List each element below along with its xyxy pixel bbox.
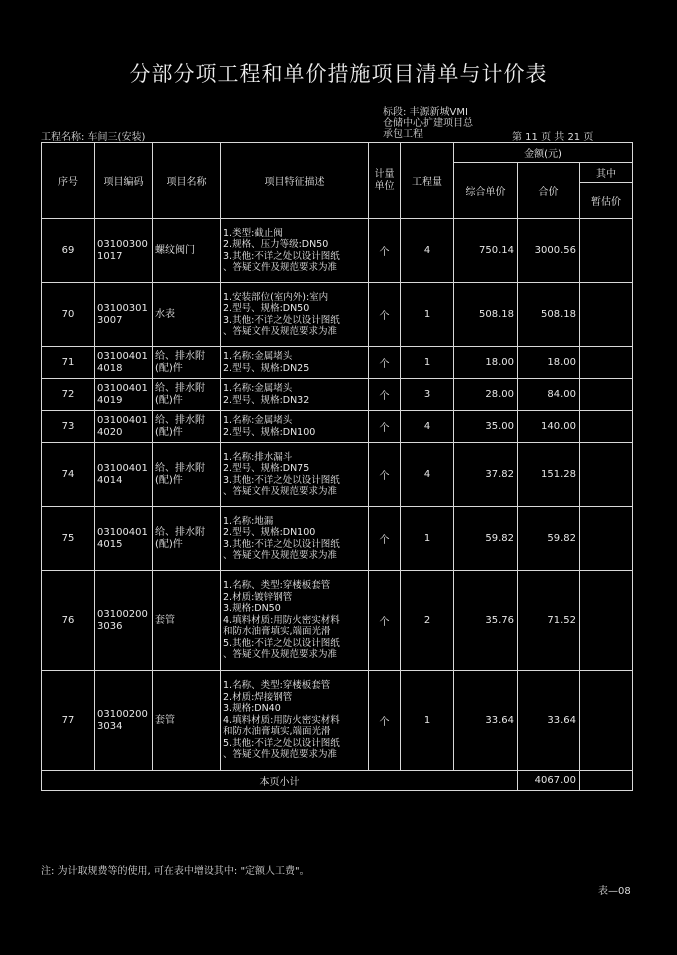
cell-unit: 个 xyxy=(369,411,401,443)
form-code: 表—08 xyxy=(598,886,631,897)
table-row xyxy=(42,411,633,443)
cell-name: 水表 xyxy=(153,283,221,347)
cell-features xyxy=(221,571,369,671)
cell-qty: 1 xyxy=(401,283,454,347)
cell-total: 33.64 xyxy=(518,671,580,771)
feature-line: 4.填料材质:用防火密实材料 xyxy=(223,614,340,626)
header-code: 项目编码 xyxy=(95,143,153,219)
cell-features xyxy=(221,443,369,507)
header-feature: 项目特征描述 xyxy=(221,143,369,219)
cell-features xyxy=(221,283,369,347)
header-qty: 工程量 xyxy=(401,143,454,219)
cell-seq: 73 xyxy=(42,411,95,443)
feature-line: 1.名称、类型:穿楼板套管 xyxy=(223,580,331,592)
bid-section xyxy=(383,107,473,140)
feature-line: 2.型号、规格:DN100 xyxy=(223,527,316,538)
cell-price: 508.18 xyxy=(454,283,518,347)
feature-line: 3.其他:不详之处以设计图纸 xyxy=(223,538,340,550)
cell-features xyxy=(221,411,369,443)
feature-line: 1.类型:截止阀 xyxy=(223,227,283,239)
feature-line: 和防水油膏填实,端面光滑 xyxy=(223,726,331,738)
feature-line: 2.材质:焊接钢管 xyxy=(223,691,293,703)
cell-code: 031002003036 xyxy=(95,571,153,671)
feature-line: 5.其他:不详之处以设计图纸 xyxy=(223,637,340,649)
subtotal-value: 4067.00 xyxy=(518,771,580,791)
cell-seq: 69 xyxy=(42,219,95,283)
cell-total: 3000.56 xyxy=(518,219,580,283)
feature-line: 2.型号、规格:DN75 xyxy=(223,463,310,474)
cell-name: 螺纹阀门 xyxy=(153,219,221,283)
table-row xyxy=(42,347,633,379)
cell-price: 750.14 xyxy=(454,219,518,283)
feature-line: 3.规格:DN40 xyxy=(223,703,281,715)
cell-prov xyxy=(580,411,633,443)
cell-total: 84.00 xyxy=(518,379,580,411)
cell-seq: 77 xyxy=(42,671,95,771)
cell-qty: 1 xyxy=(401,671,454,771)
table-row xyxy=(42,443,633,507)
cell-code: 031004014018 xyxy=(95,347,153,379)
cell-qty: 3 xyxy=(401,379,454,411)
cell-prov xyxy=(580,379,633,411)
cell-prov xyxy=(580,347,633,379)
header-of-which: 其中 xyxy=(580,163,633,183)
cell-qty: 2 xyxy=(401,571,454,671)
cell-total: 71.52 xyxy=(518,571,580,671)
bid-section-line: 承包工程 xyxy=(383,129,423,140)
cell-code: 031004014014 xyxy=(95,443,153,507)
cell-code: 031004014020 xyxy=(95,411,153,443)
feature-line: 1.名称:地漏 xyxy=(223,515,274,527)
cell-total: 140.00 xyxy=(518,411,580,443)
cell-name: 给、排水附(配)件 xyxy=(153,507,221,571)
cell-unit: 个 xyxy=(369,571,401,671)
feature-line: 4.填料材质:用防火密实材料 xyxy=(223,714,340,726)
pricing-table xyxy=(41,142,633,791)
cell-features xyxy=(221,219,369,283)
cell-prov xyxy=(580,219,633,283)
cell-seq: 70 xyxy=(42,283,95,347)
feature-line: 、答疑文件及规范要求为准 xyxy=(223,749,338,761)
header-unit: 计量单位 xyxy=(369,143,401,219)
feature-line: 2.材质:镀锌钢管 xyxy=(223,591,293,603)
cell-total: 59.82 xyxy=(518,507,580,571)
feature-line: 5.其他:不详之处以设计图纸 xyxy=(223,737,340,749)
cell-price: 37.82 xyxy=(454,443,518,507)
cell-qty: 4 xyxy=(401,443,454,507)
cell-seq: 76 xyxy=(42,571,95,671)
page-info: 第 11 页 共 21 页 xyxy=(512,132,594,143)
cell-seq: 74 xyxy=(42,443,95,507)
table-row xyxy=(42,219,633,283)
table-row xyxy=(42,571,633,671)
cell-unit: 个 xyxy=(369,507,401,571)
table-row xyxy=(42,379,633,411)
cell-prov xyxy=(580,571,633,671)
cell-name: 给、排水附(配)件 xyxy=(153,411,221,443)
cell-total: 18.00 xyxy=(518,347,580,379)
bid-section-line: 标段: 丰源新城VMI xyxy=(383,107,468,118)
cell-unit: 个 xyxy=(369,219,401,283)
cell-price: 33.64 xyxy=(454,671,518,771)
cell-code: 031003013007 xyxy=(95,283,153,347)
cell-prov xyxy=(580,507,633,571)
project-name: 工程名称: 车间三(安装) xyxy=(41,132,146,143)
cell-price: 35.76 xyxy=(454,571,518,671)
bid-section-line: 仓储中心扩建项目总 xyxy=(383,118,473,129)
cell-prov xyxy=(580,443,633,507)
cell-seq: 71 xyxy=(42,347,95,379)
cell-qty: 4 xyxy=(401,411,454,443)
cell-features xyxy=(221,671,369,771)
feature-line: 、答疑文件及规范要求为准 xyxy=(223,262,338,273)
cell-unit: 个 xyxy=(369,379,401,411)
header-total: 合价 xyxy=(518,163,580,219)
feature-line: 2.规格、压力等级:DN50 xyxy=(223,239,329,250)
cell-name: 给、排水附(配)件 xyxy=(153,443,221,507)
feature-line: 、答疑文件及规范要求为准 xyxy=(223,550,338,561)
cell-code: 031004014015 xyxy=(95,507,153,571)
feature-line: 1.名称:金属堵头 xyxy=(223,351,293,362)
feature-line: 1.名称:排水漏斗 xyxy=(223,451,293,463)
table-row xyxy=(42,507,633,571)
cell-name: 套管 xyxy=(153,571,221,671)
feature-line: 、答疑文件及规范要求为准 xyxy=(223,486,338,497)
header-amount: 金额(元) xyxy=(454,143,633,163)
cell-name: 套管 xyxy=(153,671,221,771)
feature-line: 1.名称、类型:穿楼板套管 xyxy=(223,680,331,692)
cell-features xyxy=(221,347,369,379)
cell-price: 18.00 xyxy=(454,347,518,379)
table-row xyxy=(42,283,633,347)
feature-line: 、答疑文件及规范要求为准 xyxy=(223,649,338,661)
cell-qty: 1 xyxy=(401,507,454,571)
cell-total: 151.28 xyxy=(518,443,580,507)
cell-prov xyxy=(580,283,633,347)
feature-line: 3.其他:不详之处以设计图纸 xyxy=(223,250,340,262)
cell-code: 031004014019 xyxy=(95,379,153,411)
cell-unit: 个 xyxy=(369,671,401,771)
feature-line: 3.规格:DN50 xyxy=(223,603,281,615)
cell-unit: 个 xyxy=(369,443,401,507)
cell-features xyxy=(221,379,369,411)
feature-line: 2.型号、规格:DN50 xyxy=(223,303,310,314)
cell-qty: 1 xyxy=(401,347,454,379)
cell-seq: 75 xyxy=(42,507,95,571)
cell-features xyxy=(221,507,369,571)
cell-seq: 72 xyxy=(42,379,95,411)
cell-prov xyxy=(580,671,633,771)
feature-line: 3.其他:不详之处以设计图纸 xyxy=(223,474,340,486)
feature-line: 2.型号、规格:DN25 xyxy=(223,362,310,374)
feature-line: 、答疑文件及规范要求为准 xyxy=(223,326,338,337)
cell-name: 给、排水附(配)件 xyxy=(153,379,221,411)
cell-price: 59.82 xyxy=(454,507,518,571)
cell-unit: 个 xyxy=(369,347,401,379)
page-title: 分部分项工程和单价措施项目清单与计价表 xyxy=(129,62,548,86)
feature-line: 1.安装部位(室内外):室内 xyxy=(223,291,329,303)
feature-line: 2.型号、规格:DN100 xyxy=(223,426,316,438)
header-name: 项目名称 xyxy=(153,143,221,219)
subtotal-provisional xyxy=(580,771,633,791)
cell-qty: 4 xyxy=(401,219,454,283)
subtotal-label: 本页小计 xyxy=(42,771,518,791)
feature-line: 1.名称:金属堵头 xyxy=(223,383,293,394)
cell-code: 031002003034 xyxy=(95,671,153,771)
feature-line: 和防水油膏填实,端面光滑 xyxy=(223,626,331,638)
cell-name: 给、排水附(配)件 xyxy=(153,347,221,379)
header-unit-price: 综合单价 xyxy=(454,163,518,219)
header-seq: 序号 xyxy=(42,143,95,219)
cell-code: 031003001017 xyxy=(95,219,153,283)
feature-line: 3.其他:不详之处以设计图纸 xyxy=(223,314,340,326)
header-provisional: 暂估价 xyxy=(580,183,633,219)
footnote: 注: 为计取规费等的使用, 可在表中增设其中: "定额人工费"。 xyxy=(41,866,310,877)
cell-total: 508.18 xyxy=(518,283,580,347)
table-row xyxy=(42,671,633,771)
feature-line: 2.型号、规格:DN32 xyxy=(223,394,310,406)
cell-price: 28.00 xyxy=(454,379,518,411)
cell-price: 35.00 xyxy=(454,411,518,443)
cell-unit: 个 xyxy=(369,283,401,347)
feature-line: 1.名称:金属堵头 xyxy=(223,415,293,426)
